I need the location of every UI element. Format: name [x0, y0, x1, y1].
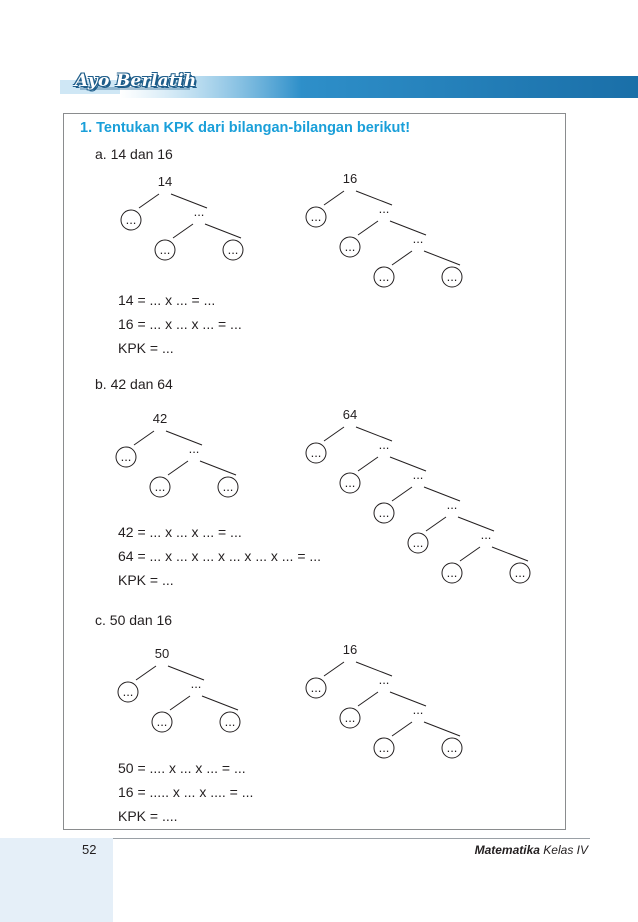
tree-b-right-leaf-label: ... [514, 565, 526, 580]
tree-b-right-composite-label: ... [378, 437, 390, 452]
footer-book-title [475, 843, 588, 857]
tree-b-right-composite-label: ... [446, 497, 458, 512]
tree-c-left-leaf-label: ... [224, 714, 236, 729]
tree-a-right-leaf-label: ... [344, 239, 356, 254]
tree-b-right-leaf-label: ... [310, 445, 322, 460]
tree-a-right-root: 16 [342, 171, 358, 186]
tree-c-right-composite-label: ... [412, 702, 424, 717]
tree-c-left-root: 50 [154, 646, 170, 661]
tree-a-right-branch-left [392, 251, 412, 265]
tree-c-right-branch-left [324, 662, 344, 676]
tree-c-right-root: 16 [342, 642, 358, 657]
tree-c-left-leaf-label: ... [156, 714, 168, 729]
part-c-heading: c. 50 dan 16 [95, 612, 173, 628]
book-class: Kelas IV [543, 843, 588, 857]
banner-title: Ayo Berlatih [75, 71, 197, 91]
tree-b-right-leaf-label: ... [344, 475, 356, 490]
tree-a-right-leaf-label: ... [310, 209, 322, 224]
footer-divider [113, 838, 590, 839]
tree-c-right-leaf-label: ... [446, 740, 458, 755]
tree-b-right-branch-left [460, 547, 480, 561]
part-b-kpk: KPK = ... [118, 572, 174, 588]
tree-b-right-composite-label: ... [412, 467, 424, 482]
tree-c-right-leaf-label: ... [344, 710, 356, 725]
tree-c-right-composite-label: ... [378, 672, 390, 687]
tree-c-left-branch-left [136, 666, 156, 680]
tree-a-right-leaf-label: ... [378, 269, 390, 284]
tree-b-right-leaf-label: ... [378, 505, 390, 520]
tree-b-left-branch-left [134, 431, 154, 445]
part-c-equation-2: 16 = ..... x ... x .... = ... [118, 784, 254, 800]
tree-b-right-branch-right [492, 547, 528, 561]
part-a-kpk: KPK = ... [118, 340, 174, 356]
part-b-equation-1: 42 = ... x ... x ... = ... [118, 524, 242, 540]
tree-a-left-branch-left [139, 194, 159, 208]
tree-a-left-branch-right [205, 224, 241, 238]
tree-a-left-root: 14 [157, 174, 173, 189]
tree-c-left-composite-label: ... [190, 676, 202, 691]
tree-b-left-branch-right [200, 461, 236, 475]
tree-b-left-leaf-label: ... [120, 449, 132, 464]
tree-b-left-composite-label: ... [188, 441, 200, 456]
tree-a-right-branch-left [358, 221, 378, 235]
tree-a-left-composite-label: ... [193, 204, 205, 219]
part-c-kpk: KPK = .... [118, 808, 178, 824]
tree-b-right-root: 64 [342, 407, 358, 422]
tree-b-right-branch-left [324, 427, 344, 441]
part-c-equation-1: 50 = .... x ... x ... = ... [118, 760, 246, 776]
tree-c-right-branch-right [424, 722, 460, 736]
part-b-heading: b. 42 dan 64 [95, 376, 173, 392]
tree-c-right-leaf-label: ... [378, 740, 390, 755]
tree-a-left-branch-left [173, 224, 193, 238]
tree-a-right-composite-label: ... [412, 231, 424, 246]
tree-b-right-composite-label: ... [480, 527, 492, 542]
tree-c-right-leaf-label: ... [310, 680, 322, 695]
tree-c-left-branch-left [170, 696, 190, 710]
tree-b-right-leaf-label: ... [412, 535, 424, 550]
tree-a-right-branch-right [424, 251, 460, 265]
tree-b-left-leaf-label: ... [154, 479, 166, 494]
tree-a-right-branch-left [324, 191, 344, 205]
tree-b-right-branch-left [392, 487, 412, 501]
tree-a-left-leaf-label: ... [125, 212, 137, 227]
tree-a-left-leaf-label: ... [227, 242, 239, 257]
tree-c-right-branch-left [358, 692, 378, 706]
tree-b-left-root: 42 [152, 411, 168, 426]
part-b-equation-2: 64 = ... x ... x ... x ... x ... x ... = ... [118, 548, 322, 564]
tree-a-left-leaf-label: ... [159, 242, 171, 257]
page-number: 52 [82, 842, 97, 857]
tree-b-right-branch-left [358, 457, 378, 471]
part-a-equation-2: 16 = ... x ... x ... = ... [118, 316, 242, 332]
tree-b-left-branch-left [168, 461, 188, 475]
book-title: Matematika [474, 843, 540, 857]
part-a-equation-1: 14 = ... x ... = ... [118, 292, 216, 308]
tree-a-right-leaf-label: ... [446, 269, 458, 284]
tree-b-right-branch-left [426, 517, 446, 531]
tree-b-left-leaf-label: ... [222, 479, 234, 494]
tree-c-left-leaf-label: ... [122, 684, 134, 699]
tree-c-left-branch-right [202, 696, 238, 710]
tree-c-right-branch-left [392, 722, 412, 736]
tree-b-right-leaf-label: ... [446, 565, 458, 580]
part-a-heading: a. 14 dan 16 [95, 146, 173, 162]
question-title: 1. Tentukan KPK dari bilangan-bilangan berikut! [80, 120, 411, 136]
tree-a-right-composite-label: ... [378, 201, 390, 216]
